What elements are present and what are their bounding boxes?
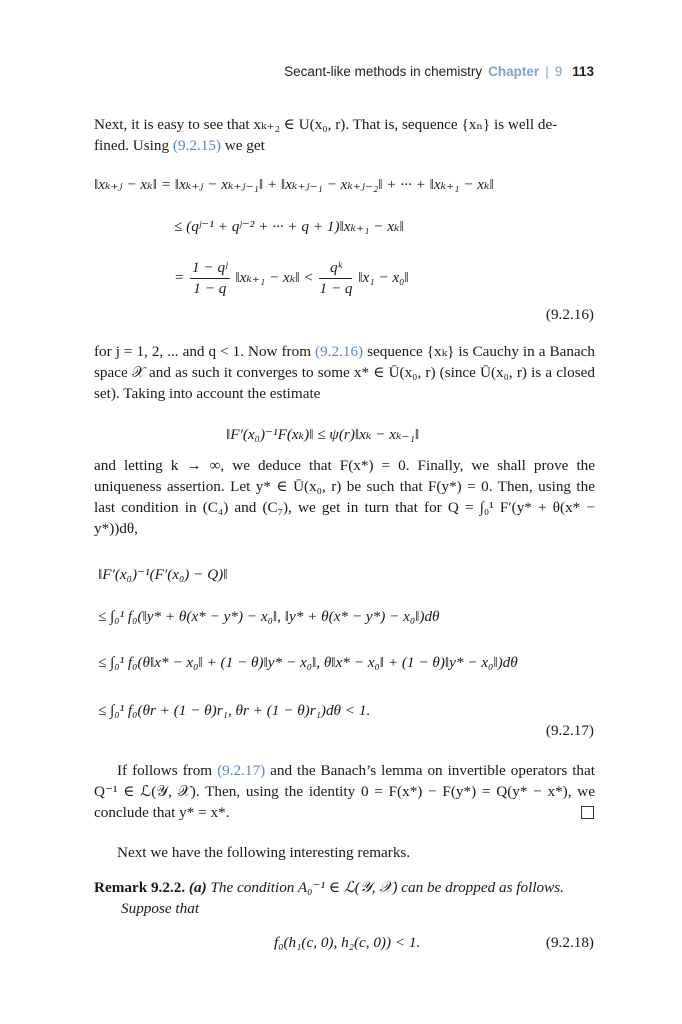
qed-square	[581, 806, 594, 819]
equation-link-9-2-15[interactable]: (9.2.15)	[172, 137, 221, 154]
intro-line-1: Next, it is easy to see that xₖ₊₂ ∈ U(x₀, r). That is, sequence {xₙ} is well de-	[94, 116, 558, 133]
remark-text: The condition A₀⁻¹ ∈ ℒ(𝒴, 𝒳) can be dropped as follows.	[206, 879, 564, 896]
equation-link-9-2-17[interactable]: (9.2.17)	[217, 762, 266, 779]
equation-line-6: ≤ ∫₀¹ f₀(‖y* + θ(x* − y*) − x₀‖, ‖y* + θ(x* − y*) − x₀‖)dθ	[98, 608, 440, 625]
equation-number-9-2-16: (9.2.16)	[545, 306, 594, 323]
cauchy-text-a: for j = 1, 2, ... and q < 1. Now from	[94, 343, 316, 360]
running-title: Secant-like methods in chemistry	[284, 64, 483, 79]
fraction-1-numerator: 1 − qʲ	[190, 258, 230, 279]
intro-text-b: we get	[220, 137, 265, 154]
paragraph-intro	[94, 114, 595, 156]
equation-9-2-18: f₀(h₁(c, 0), h₂(c, 0)) < 1.	[274, 934, 421, 951]
chapter-label: Chapter	[488, 64, 540, 79]
paragraph-cauchy	[94, 341, 595, 404]
remark-line-2: Suppose that	[121, 900, 200, 917]
remark-9-2-2	[94, 877, 595, 919]
header-separator: |	[545, 64, 549, 79]
equals-sign: =	[174, 268, 185, 286]
equation-3-end: ‖x₁ − x₀‖	[358, 268, 409, 286]
remark-line-1	[94, 877, 595, 898]
fraction-2-numerator: qᵏ	[319, 258, 352, 279]
equation-line-3	[174, 258, 409, 299]
remark-label: Remark 9.2.2.	[94, 879, 186, 896]
equation-line-1: ‖xₖ₊ⱼ − xₖ‖ = ‖xₖ₊ⱼ − xₖ₊ⱼ₋₁‖ + ‖xₖ₊ⱼ₋₁ − xₖ₊ⱼ₋₂‖ + ··· + ‖xₖ₊₁ − xₖ‖	[94, 176, 494, 193]
equation-link-9-2-16[interactable]: (9.2.16)	[315, 343, 364, 360]
cauchy-text-b: sequence {xₖ} is Cauchy in a Banach space 𝒳 and as such it converges to some x* ∈ Ū(x₀, r) (since Ū(x₀, r) is a closed set). Taking into account the estimate	[94, 343, 595, 402]
equation-number-9-2-17: (9.2.17)	[545, 722, 594, 739]
paragraph-conclusion	[94, 760, 595, 823]
equation-line-2: ≤ (qʲ⁻¹ + qʲ⁻² + ··· + q + 1)‖xₖ₊₁ − xₖ‖	[174, 218, 404, 235]
equation-line-5: ‖F′(x₀)⁻¹(F′(x₀) − Q)‖	[98, 566, 228, 583]
equation-3-middle: ‖xₖ₊₁ − xₖ‖ <	[235, 268, 314, 286]
equation-line-7: ≤ ∫₀¹ f₀(θ‖x* − x₀‖ + (1 − θ)‖y* − x₀‖, θ‖x* − x₀‖ + (1 − θ)‖y* − x₀‖)dθ	[98, 654, 518, 671]
equation-estimate: ‖F′(x₀)⁻¹F(xₖ)‖ ≤ ψ(r)‖xₖ − xₖ₋₁‖	[226, 426, 420, 443]
paragraph-remarks-intro: Next we have the following interesting remarks.	[117, 844, 411, 861]
running-header	[284, 64, 594, 79]
equation-line-8: ≤ ∫₀¹ f₀(θr + (1 − θ)r₁, θr + (1 − θ)r₁)dθ < 1.	[98, 702, 371, 719]
intro-line-2	[94, 135, 595, 156]
fraction-1	[190, 258, 230, 299]
conclusion-text-b: and the Banach’s lemma on invertible operators that Q⁻¹ ∈ ℒ(𝒴, 𝒳). Then, using the identity 0 = F(x*) − F(y*) = Q(y* − x*), we conclude that y* = x*.	[94, 762, 595, 821]
paragraph-uniqueness: and letting k → ∞, we deduce that F(x*) = 0. Finally, we shall prove the uniqueness assertion. Let y* ∈ Ū(x₀, r) be such that F(y*) = 0. Then, using the last condition in (C₄) and (C₇), we get in turn that for Q = ∫₀¹ F′(y* + θ(x* − y*))dθ,	[94, 457, 595, 537]
fraction-2	[319, 258, 352, 299]
remark-part: (a)	[188, 879, 207, 896]
conclusion-text-a: If follows from	[117, 762, 218, 779]
equation-number-9-2-18: (9.2.18)	[545, 934, 594, 951]
fraction-2-denominator: 1 − q	[319, 280, 353, 297]
page-number: 113	[572, 64, 594, 79]
intro-text-a: fined. Using	[94, 137, 173, 154]
chapter-number: 9	[554, 64, 563, 79]
fraction-1-denominator: 1 − q	[193, 280, 227, 297]
